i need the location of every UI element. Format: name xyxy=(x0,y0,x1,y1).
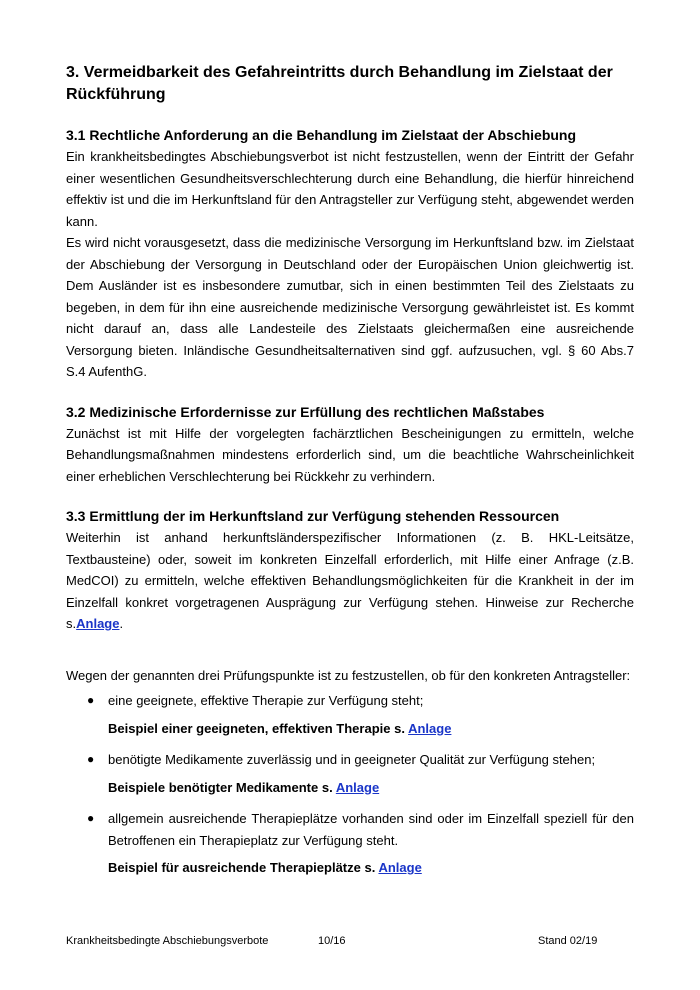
list-item-text: eine geeignete, effektive Therapie zur Verfügung steht; xyxy=(108,693,424,708)
footer-date: Stand 02/19 xyxy=(538,935,598,947)
paragraph-text: Weiterhin ist anhand herkunftsländerspezifischer Informationen (z. B. HKL-Leitsätze, Textbausteine) oder, soweit im konkreten Einzelfall erforderlich, mit Hilfe einer Anfrage (z.B. MedCOI) zu ermitteln, welche effektiven Behandlungsmöglichkeiten für die Krankheit in der im Einzelfall konkret vorgetragenen Ausprägung zur Verfügung stehen. Hinweise zur Recherche s. xyxy=(66,530,634,631)
section-title: 3.1 Rechtliche Anforderung an die Behandlung im Zielstaat der Abschiebung xyxy=(66,127,577,143)
example-line xyxy=(108,777,634,799)
list-item xyxy=(66,690,634,712)
section-3-1 xyxy=(66,124,634,383)
section-3-3 xyxy=(66,505,634,635)
section-title: 3.3 Ermittlung der im Herkunftsland zur Verfügung stehenden Ressourcen xyxy=(66,508,560,524)
bullet-icon: ● xyxy=(87,811,95,825)
section-3-2 xyxy=(66,401,634,488)
paragraph: Es wird nicht vorausgesetzt, dass die medizinische Versorgung im Herkunftsland bzw. im Zielstaat der Abschiebung der Versorgung in Deutschland oder der Europäischen Union gleichwertig ist. Dem Ausländer ist es insbesondere zumutbar, sich in einen bestimmten Teil des Zielstaats zu begeben, in dem für ihn eine ausreichende medizinische Versorgung gewährleistet ist. Es kommt nicht darauf an, dass alle Landesteile des Zielstaats gleichermaßen eine ausreichende Versorgung bieten. Inländische Gesundheitsalternativen sind ggf. aufzusuchen, vgl. § 60 Abs.7 S.4 AufenthG. xyxy=(66,235,634,379)
criteria-list xyxy=(66,749,634,771)
intro-paragraph: Wegen der genannten drei Prüfungspunkte ist zu festzustellen, ob für den konkreten Antragsteller: xyxy=(66,667,631,683)
page-number: 10/16 xyxy=(318,935,346,947)
example-text: Beispiel einer geeigneten, effektiven Therapie s. xyxy=(108,720,405,736)
paragraph xyxy=(66,527,634,635)
paragraph: Zunächst ist mit Hilfe der vorgelegten fachärztlichen Bescheinigungen zu ermitteln, welche Behandlungsmaßnahmen mindestens erforderlich sind, um die beachtliche Wahrscheinlichkeit einer erheblichen Verschlechterung bei Rückkehr zu verhindern. xyxy=(66,425,634,484)
criteria-list xyxy=(66,690,634,712)
list-item xyxy=(66,749,634,771)
paragraph-end: . xyxy=(119,616,124,631)
paragraph: Ein krankheitsbedingtes Abschiebungsverbot ist nicht festzustellen, wenn der Eintritt der Gefahr einer wesentlichen Gesundheitsverschlechterung durch eine Behandlung, die hierfür hinreichend effektiv ist und die im Herkunftsland für den Antragsteller zur Verfügung steht, abgewendet werden kann. xyxy=(66,149,634,229)
list-item-text: allgemein ausreichende Therapieplätze vorhanden sind oder im Einzelfall speziell für den Betroffenen ein Therapieplatz zur Verfügung steht. xyxy=(108,811,634,848)
anlage-link[interactable]: Anlage xyxy=(408,720,452,736)
criteria-list xyxy=(66,808,634,851)
example-line xyxy=(108,857,634,879)
example-text: Beispiele benötigter Medikamente s. xyxy=(108,779,333,795)
anlage-link[interactable]: Anlage xyxy=(335,779,380,795)
bullet-icon: ● xyxy=(87,693,95,707)
list-item xyxy=(66,808,634,851)
example-text: Beispiel für ausreichende Therapieplätze s. xyxy=(108,860,376,875)
anlage-link[interactable]: Anlage xyxy=(378,860,422,875)
chapter-heading: 3. Vermeidbarkeit des Gefahreintritts durch Behandlung im Zielstaat der Rückführung xyxy=(66,64,613,103)
anlage-link[interactable]: Anlage xyxy=(76,616,120,631)
footer-title: Krankheitsbedingte Abschiebungsverbote xyxy=(66,935,269,947)
bullet-icon: ● xyxy=(87,752,95,766)
section-title: 3.2 Medizinische Erfordernisse zur Erfüllung des rechtlichen Maßstabes xyxy=(66,403,545,420)
document-body xyxy=(66,62,634,889)
example-line xyxy=(108,718,634,740)
list-item-text: benötigte Medikamente zuverlässig und in geeigneter Qualität zur Verfügung stehen; xyxy=(108,752,596,767)
